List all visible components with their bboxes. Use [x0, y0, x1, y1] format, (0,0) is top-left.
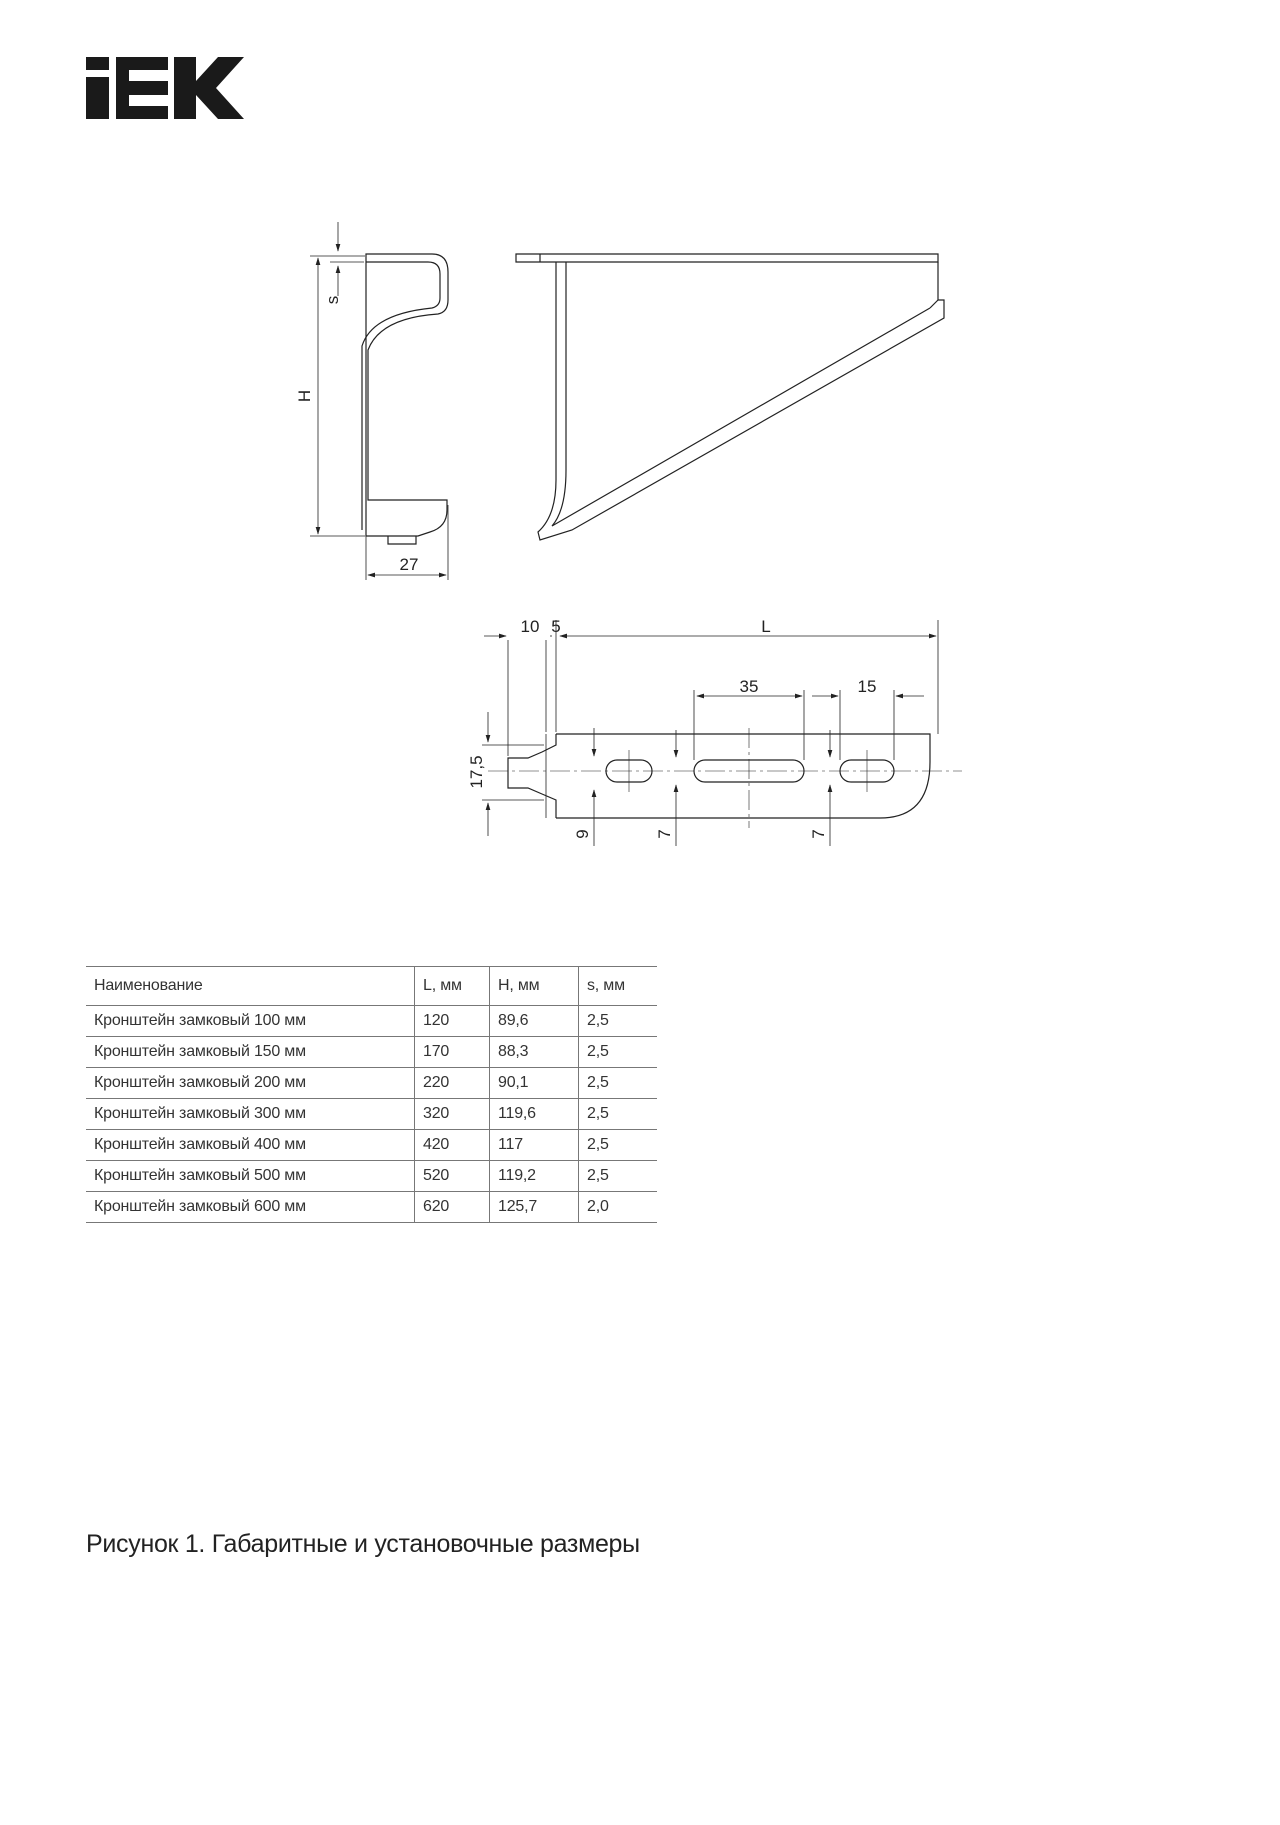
- dim-s-label: s: [323, 295, 342, 305]
- cell-name: Кронштейн замковый 600 мм: [86, 1192, 415, 1223]
- cell-h: 119,2: [490, 1161, 579, 1192]
- dim-7b-label: 7: [809, 829, 828, 839]
- table-row: [86, 1037, 657, 1068]
- cell-s: 2,5: [579, 1130, 658, 1161]
- dim-27-label: 27: [399, 555, 419, 574]
- table-row: [86, 1192, 657, 1223]
- side-view: [362, 254, 448, 580]
- dim-15-label: 15: [857, 677, 877, 696]
- table-header-row: [86, 967, 657, 1006]
- cell-l: 420: [415, 1130, 490, 1161]
- dim-l-label: L: [761, 617, 771, 636]
- cell-s: 2,5: [579, 1161, 658, 1192]
- table-row: [86, 1099, 657, 1130]
- dim-7a-label: 7: [655, 829, 674, 839]
- table-row: [86, 1068, 657, 1099]
- cell-name: Кронштейн замковый 200 мм: [86, 1068, 415, 1099]
- cell-l: 220: [415, 1068, 490, 1099]
- cell-name: Кронштейн замковый 100 мм: [86, 1006, 415, 1037]
- cell-s: 2,5: [579, 1037, 658, 1068]
- header-l: L, мм: [415, 967, 490, 1006]
- dim-17-5-label: 17,5: [467, 755, 486, 789]
- table-row: [86, 1161, 657, 1192]
- cell-s: 2,5: [579, 1006, 658, 1037]
- cell-l: 120: [415, 1006, 490, 1037]
- cell-h: 119,6: [490, 1099, 579, 1130]
- cell-name: Кронштейн замковый 500 мм: [86, 1161, 415, 1192]
- table-row: [86, 1006, 657, 1037]
- cell-h: 90,1: [490, 1068, 579, 1099]
- cell-l: 320: [415, 1099, 490, 1130]
- cell-name: Кронштейн замковый 300 мм: [86, 1099, 415, 1130]
- header-s: s, мм: [579, 967, 658, 1006]
- cell-s: 2,5: [579, 1099, 658, 1130]
- cell-l: 520: [415, 1161, 490, 1192]
- header-h: H, мм: [490, 967, 579, 1006]
- cell-h: 125,7: [490, 1192, 579, 1223]
- cell-s: 2,5: [579, 1068, 658, 1099]
- cell-s: 2,0: [579, 1192, 658, 1223]
- dim-9-label: 9: [573, 829, 592, 839]
- dim-35-label: 35: [739, 677, 759, 696]
- dim-10-label: 10: [520, 617, 540, 636]
- technical-drawing: [0, 0, 1280, 900]
- dim-5-label: 5: [551, 617, 561, 636]
- cell-h: 117: [490, 1130, 579, 1161]
- header-name: Наименование: [86, 967, 415, 1006]
- spec-table: [86, 966, 657, 1223]
- front-view: [516, 254, 944, 540]
- cell-name: Кронштейн замковый 150 мм: [86, 1037, 415, 1068]
- cell-name: Кронштейн замковый 400 мм: [86, 1130, 415, 1161]
- cell-l: 170: [415, 1037, 490, 1068]
- cell-h: 88,3: [490, 1037, 579, 1068]
- dim-h-label: H: [295, 389, 314, 403]
- cell-h: 89,6: [490, 1006, 579, 1037]
- figure-caption: Рисунок 1. Габаритные и установочные размеры: [86, 1530, 640, 1558]
- cell-l: 620: [415, 1192, 490, 1223]
- table-row: [86, 1130, 657, 1161]
